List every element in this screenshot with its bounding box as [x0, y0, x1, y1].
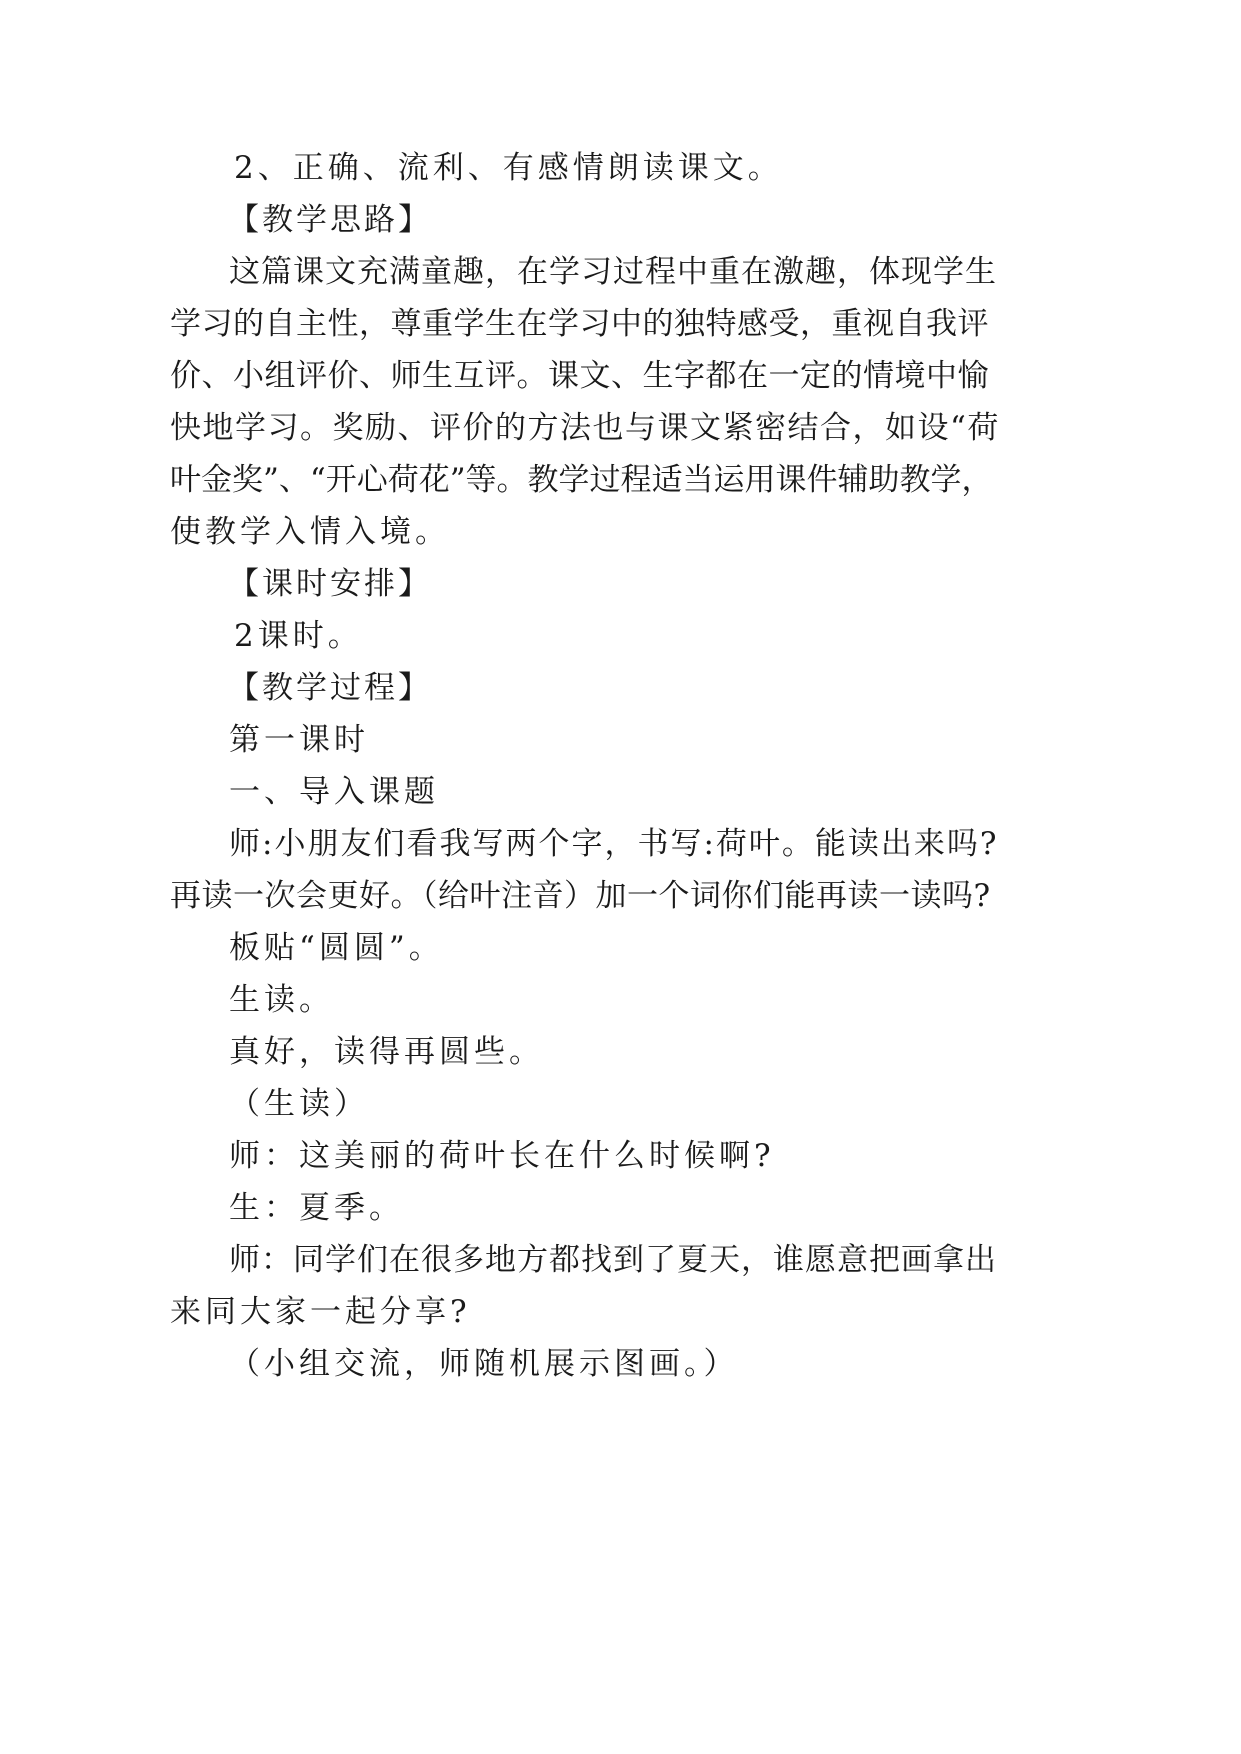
text-line: 使教学入情入境。: [170, 514, 450, 550]
text-line: 生读。: [229, 982, 334, 1018]
text-line: 叶金奖”、“开心荷花”等。教学过程适当运用课件辅助教学，: [170, 462, 993, 498]
text-line: （生读）: [229, 1086, 369, 1122]
text-line: 生：夏季。: [229, 1190, 404, 1226]
section-heading: 【教学过程】: [228, 670, 432, 706]
text-line: 学习的自主性，尊重学生在学习中的独特感受，重视自我评: [170, 306, 989, 342]
text-line: 一、导入课题: [229, 774, 439, 810]
section-heading: 【课时安排】: [228, 566, 432, 602]
text-line: 第一课时: [229, 722, 369, 758]
text-line: 师：这美丽的荷叶长在什么时候啊?: [229, 1138, 775, 1174]
text-line: 这篇课文充满童趣，在学习过程中重在激趣，体现学生: [229, 254, 997, 290]
text-line: 2、正确、流利、有感情朗读课文。: [234, 150, 783, 186]
text-line: 真好，读得再圆些。: [229, 1034, 544, 1070]
text-line: 快地学习。奖励、评价的方法也与课文紧密结合，如设“荷: [170, 410, 1000, 446]
text-line: 价、小组评价、师生互评。课文、生字都在一定的情境中愉: [170, 358, 989, 394]
text-line: 板贴“圆圆”。: [229, 930, 444, 966]
text-line: 来同大家一起分享?: [170, 1294, 471, 1330]
section-heading: 【教学思路】: [228, 202, 432, 238]
text-line: 再读一次会更好。（给叶注音）加一个词你们能再读一读吗?: [170, 878, 991, 914]
text-line: 师：同学们在很多地方都找到了夏天，谁愿意把画拿出: [229, 1242, 997, 1278]
text-line: 2课时。: [234, 618, 363, 654]
text-line: 师:小朋友们看我写两个字，书写:荷叶。能读出来吗?: [229, 826, 999, 862]
text-line: （小组交流，师随机展示图画。）: [229, 1346, 739, 1382]
